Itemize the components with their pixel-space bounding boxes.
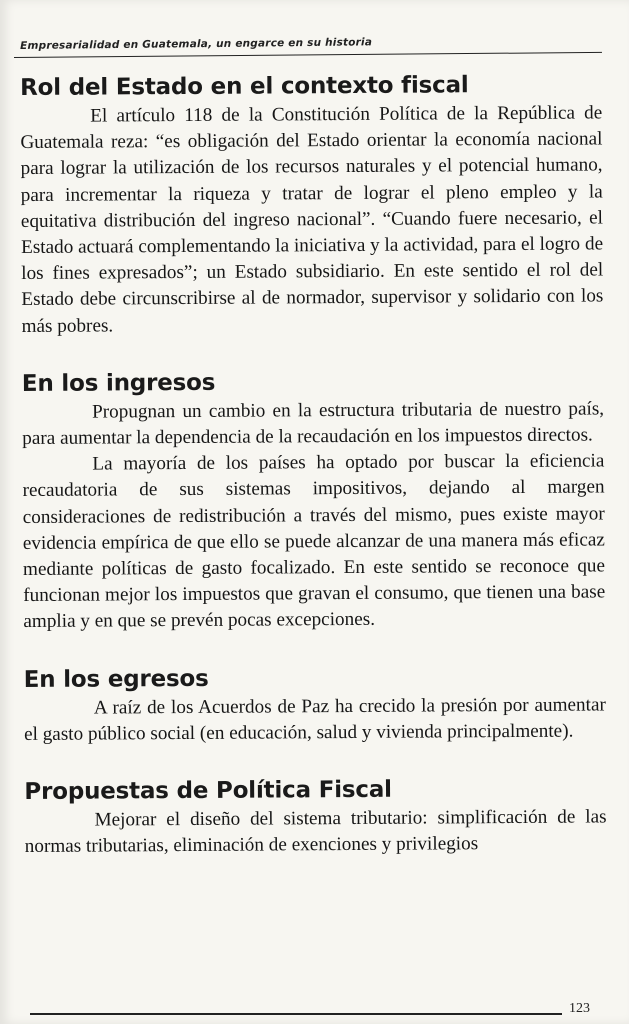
- paragraph: El artículo 118 de la Constitución Política de la República de Guatemala reza: “es obligación del Estado orientar la economía nacional para lograr la utilización de los recursos naturales y el potencial humano, para incrementar la riqueza y tratar de lograr el pleno empleo y la equitativa distribución del ingreso nacional”. “Cuando fuere necesario, el Estado actuará complementando la iniciativa y la actividad, para el logro de los fines expresados”; un Estado subsidiario. En este sentido el rol del Estado debe circunscribirse al de normador, supervisor y solidario con los más pobres.: [20, 102, 604, 337]
- paragraph: Propugnan un cambio en la estructura tributaria de nuestro país, para aumentar la dependencia de la recaudación en los impuestos directos.: [22, 398, 605, 450]
- page-number: 123: [569, 1001, 590, 1016]
- header-rule: [14, 52, 602, 58]
- section-heading: En los ingresos: [21, 369, 216, 397]
- paragraph: La mayoría de los países ha optado por buscar la eficiencia recaudatoria de sus sistemas impositivos, dejando al margen consideraciones de redistribución a través del mismo, pues existe mayor evidencia empírica de que ello se puede alcanzar de una manera más eficaz mediante políticas de gasto focalizado. En este sentido se reconoce que funcionan mejor los impuestos que gravan el consumo, que tienen una base amplia y en que se prevén pocas excepciones.: [22, 450, 606, 633]
- section-heading: Propuestas de Política Fiscal: [24, 776, 392, 806]
- paragraph: A raíz de los Acuerdos de Paz ha crecido la presión por aumentar el gasto público social (en educación, salud y vivienda principalmente).: [23, 694, 606, 745]
- footer-rule: [30, 1013, 562, 1015]
- section-heading: En los egresos: [23, 665, 209, 693]
- section-rol-del-estado: [20, 70, 604, 339]
- section-propuestas-politica-fiscal: [24, 774, 606, 860]
- section-en-los-ingresos: [22, 366, 606, 635]
- page-body: [20, 70, 607, 860]
- paragraph: Mejorar el diseño del sistema tributario: simplificación de las normas tributarias, eliminación de exenciones y privilegios: [24, 806, 607, 858]
- running-header: Empresarialidad en Guatemala, un engarce en su historia: [20, 36, 373, 52]
- section-heading: Rol del Estado en el contexto fiscal: [20, 72, 469, 101]
- section-en-los-egresos: [24, 662, 606, 748]
